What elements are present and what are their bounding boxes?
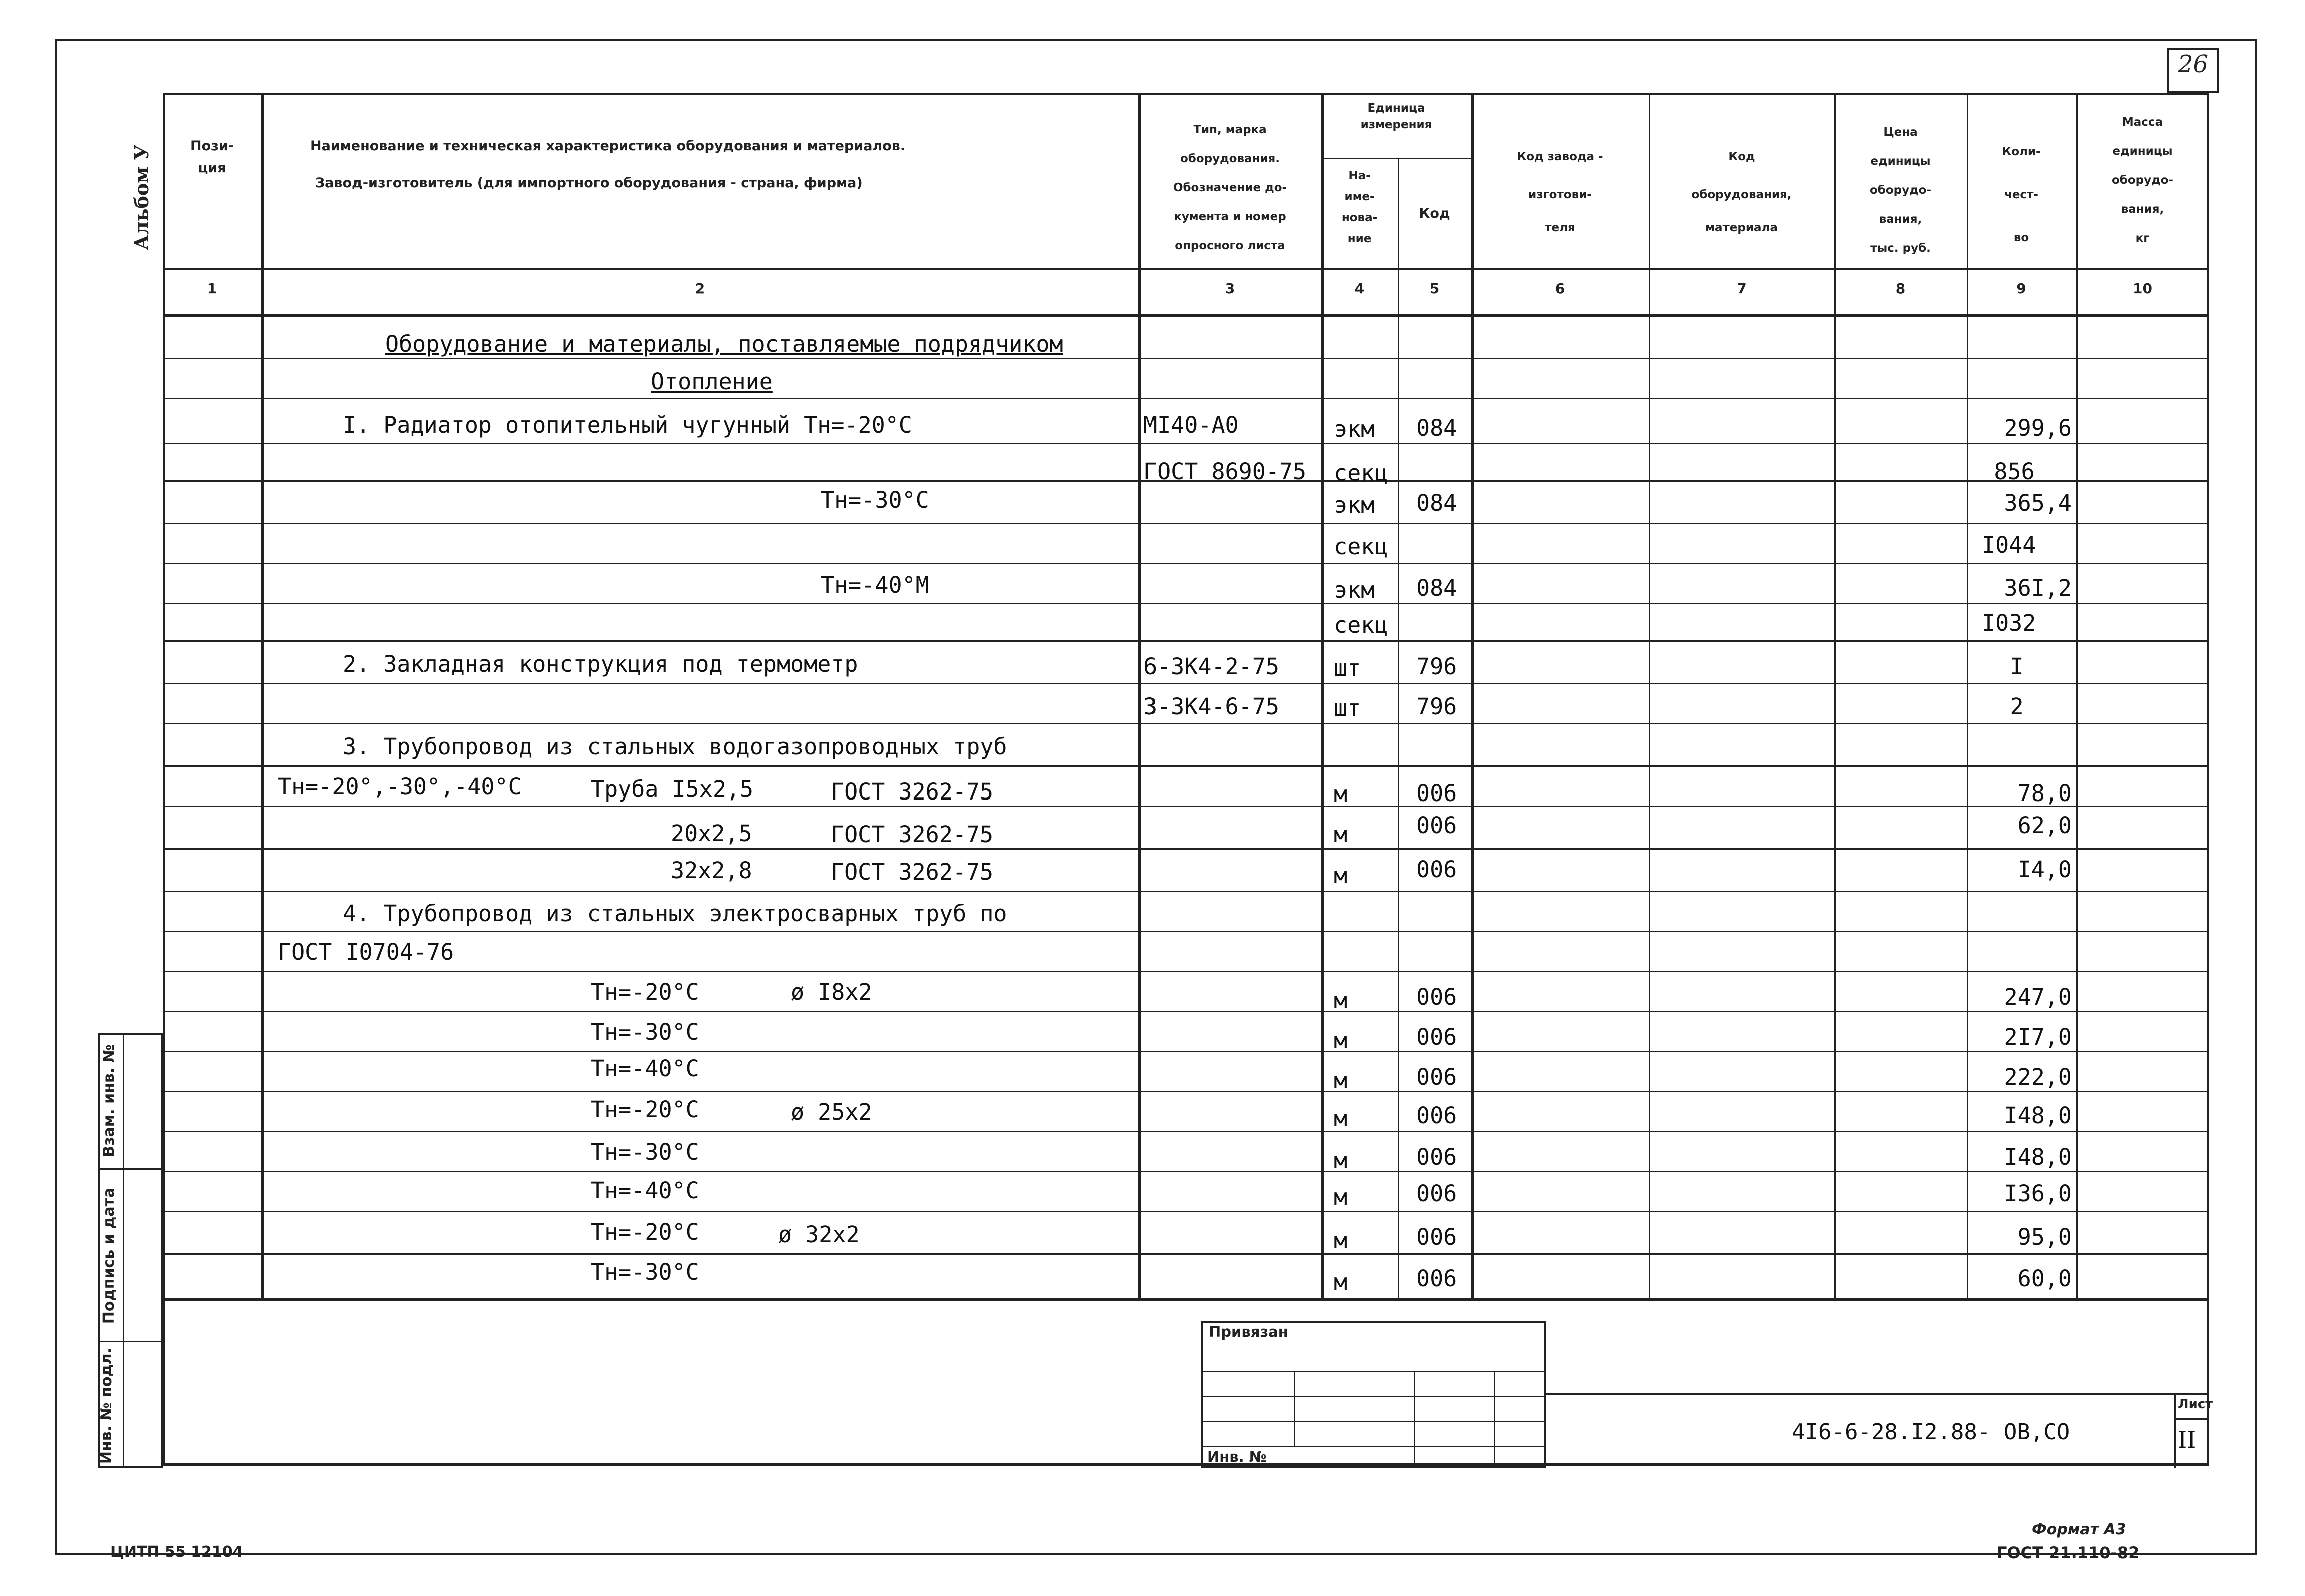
row-line [163,640,2209,642]
row-line [163,443,2209,444]
row-8-unit: шт [1334,655,1361,681]
row-22-qty: 95,0 [2017,1224,2072,1250]
row-11-unit: м [1334,781,1348,808]
row-23-qty: 60,0 [2017,1265,2072,1292]
col-line-1 [261,93,264,1298]
row-line [163,848,2209,850]
row-11-name2: Труба I5x2,5 [591,776,754,803]
row-line [163,683,2209,684]
row-line [163,891,2209,892]
row-21-code: 006 [1416,1180,1457,1207]
col-line-5 [1471,93,1474,1298]
header-col4: На- име- нова- ние [1341,169,1378,245]
col-line-8 [1967,93,1968,1298]
row-line [163,1091,2209,1092]
row-22-name: Тн=-20°С [591,1219,699,1245]
row-20-name: Тн=-30°С [591,1139,699,1165]
header-col5: Код [1419,206,1450,221]
row-16-code: 006 [1416,984,1457,1010]
row-21-unit: м [1334,1184,1348,1210]
colnum-3: 3 [1225,280,1235,297]
row-8-name: 2. Закладная конструкция под термометр [343,651,858,677]
colnum-8: 8 [1895,280,1906,297]
row-18-unit: м [1334,1067,1348,1094]
header-col1: Пози- ция [190,138,234,176]
row-line [163,971,2209,972]
format-label: Формат А3 [2032,1521,2126,1538]
row-13-name3: ГОСТ 3262-75 [831,859,994,885]
unit-header-split [1321,158,1471,159]
row-20-unit: м [1334,1147,1348,1174]
col-line-6 [1649,93,1650,1298]
row-8-code: 796 [1416,653,1457,680]
row-6-unit: экм [1334,577,1375,603]
row-15-name: ГОСТ I0704-76 [278,939,454,965]
row-12-code: 006 [1416,812,1457,839]
stamp-inv-no: Инв. № [1207,1448,1267,1465]
row-13-qty: I4,0 [2017,856,2072,883]
row-12-qty: 62,0 [2017,812,2072,839]
col-line-7 [1834,93,1836,1298]
row-3-qty: 856 [1994,458,2035,485]
row-11-name3: ГОСТ 3262-75 [831,778,994,805]
row-3-unit: секц [1334,460,1388,486]
col-line-9 [2076,93,2078,1298]
col-line-4 [1398,158,1399,1298]
row-7-unit: секц [1334,612,1388,638]
row-9-code: 796 [1416,693,1457,720]
colnum-4: 4 [1354,280,1365,297]
gost-label: ГОСТ 21.110-82 [1997,1543,2140,1562]
col-line-2 [1138,93,1141,1298]
row-11-name: Тн=-20°,-30°,-40°С [278,773,522,800]
row-23-code: 006 [1416,1265,1457,1292]
row-13-unit: м [1334,862,1348,889]
row-16-qty: 247,0 [2004,984,2072,1010]
row-17-unit: м [1334,1027,1348,1054]
row-12-name: 20x2,5 [671,820,752,847]
sidebar-line-1 [98,1168,163,1170]
header-col6: Код завода - изготови- теля [1517,150,1603,234]
row-9-qty: 2 [2010,693,2024,720]
row-14-name: 4. Трубопровод из стальных электросварных труб по [343,900,1007,927]
list-label: Лист [2178,1397,2213,1412]
header-col2: Наименование и техническая характеристика оборудования и материалов. Завод-изготовитель (для импортного оборудования - страна, фирма) [310,138,906,191]
row-line [163,765,2209,767]
header-col8: Цена единицы оборудо- вания, тыс. руб. [1869,126,1932,255]
row-22-code: 006 [1416,1224,1457,1250]
row-23-name: Тн=-30°С [591,1259,699,1285]
header-col3: Тип, марка оборудования. Обозначение до- кумента и номер опросного листа [1173,123,1287,252]
printer-label: ЦИТП 55 12104 [110,1543,243,1561]
colnum-2: 2 [695,280,705,297]
row-11-qty: 78,0 [2017,780,2072,807]
stamp-vline-3 [1494,1371,1495,1468]
header-col7: Код оборудования, материала [1691,150,1792,234]
row-0-name: Оборудование и материалы, поставляемые подрядчиком [385,331,1063,357]
row-6-name: Тн=-40°М [821,572,929,598]
colnum-6: 6 [1555,280,1565,297]
row-23-unit: м [1334,1269,1348,1295]
list-number: II [2178,1426,2196,1453]
sidebar-podpis: Подпись и дата [100,1187,118,1324]
colnum-9: 9 [2016,280,2026,297]
row-8-qty: I [2010,653,2024,680]
stamp-vline-1 [1294,1371,1295,1446]
sidebar-split [123,1033,124,1468]
row-line [163,723,2209,724]
row-line [163,1011,2209,1012]
row-4-qty: 365,4 [2004,490,2072,516]
row-16-unit: м [1334,987,1348,1014]
row-2-name: I. Радиатор отопительный чугунный Тн=-20°С [343,412,912,438]
row-10-name: 3. Трубопровод из стальных водогазопроводных труб [343,733,1007,760]
row-2-qty: 299,6 [2004,415,2072,441]
row-4-name: Тн=-30°С [821,487,929,513]
row-3-type: ГОСТ 8690-75 [1143,458,1307,485]
row-19-code: 006 [1416,1102,1457,1129]
row-line [163,563,2209,564]
row-12-name3: ГОСТ 3262-75 [831,821,994,848]
row-6-code: 084 [1416,575,1457,601]
row-2-unit: экм [1334,416,1375,442]
row-line [163,603,2209,604]
row-19-name: Тн=-20°С [591,1096,699,1123]
row-line [163,523,2209,524]
row-16-name: Тн=-20°С [591,979,699,1005]
row-17-code: 006 [1416,1024,1457,1050]
colnum-5: 5 [1429,280,1440,297]
colnum-7: 7 [1737,280,1747,297]
row-17-qty: 2I7,0 [2004,1024,2072,1050]
row-8-type: 6-ЗК4-2-75 [1143,653,1279,680]
table-rows-bottom [163,1298,2209,1301]
sheet-code: 4I6-6-28.I2.88- ОВ,СО [1792,1419,2070,1445]
row-18-qty: 222,0 [2004,1064,2072,1090]
row-4-unit: экм [1334,492,1375,518]
row-17-name: Тн=-30°С [591,1019,699,1045]
row-19-qty: I48,0 [2004,1102,2072,1129]
row-19-unit: м [1334,1105,1348,1132]
row-line [163,1171,2209,1172]
row-20-code: 006 [1416,1144,1457,1170]
row-21-name: Тн=-40°С [591,1177,699,1204]
row-line [163,931,2209,932]
row-5-unit: секц [1334,533,1388,560]
row-1-name: Отопление [651,368,773,395]
album-label: Альбом У [130,144,153,250]
row-9-type: 3-ЗК4-6-75 [1143,693,1279,720]
row-12-unit: м [1334,821,1348,848]
page-number: 26 [2177,50,2209,78]
row-22-unit: м [1334,1227,1348,1254]
header-col10: Масса единицы оборудо- вания, кг [2111,116,2174,245]
numbers-row-bottom [163,314,2209,317]
row-4-code: 084 [1416,490,1457,516]
row-line [163,1253,2209,1255]
row-2-code: 084 [1416,415,1457,441]
row-2-type: МI40-А0 [1143,412,1239,438]
header-col9: Коли- чест- во [2002,145,2041,244]
row-line [163,1051,2209,1052]
row-line [163,1211,2209,1212]
colnum-1: 1 [207,280,217,297]
list-box-split [2174,1418,2209,1420]
sidebar-inv: Инв. № подл. [98,1347,115,1464]
row-22-name2: ø 32x2 [778,1221,860,1248]
row-line [163,1131,2209,1132]
row-18-code: 006 [1416,1064,1457,1090]
row-13-name: 32x2,8 [671,857,752,884]
row-6-qty: 36I,2 [2004,575,2072,601]
colnum-10: 10 [2133,280,2152,297]
row-19-name2: ø 25x2 [791,1099,872,1125]
row-21-qty: I36,0 [2004,1180,2072,1207]
sidebar-vzam: Взам. инв. № [100,1044,118,1157]
row-line [163,806,2209,807]
row-20-qty: I48,0 [2004,1144,2072,1170]
row-5-qty: I044 [1982,532,2036,558]
row-7-qty: I032 [1982,610,2036,636]
row-13-code: 006 [1416,856,1457,883]
stamp-privyazan: Привязан [1209,1323,1288,1340]
col-line-3 [1321,93,1324,1298]
header-unit: Единица измерения [1360,102,1432,131]
row-11-code: 006 [1416,780,1457,807]
row-18-name: Тн=-40°С [591,1055,699,1082]
header-bottom [163,268,2209,270]
row-16-name2: ø I8x2 [791,979,872,1005]
title-block-line [1546,1393,2209,1395]
row-9-unit: шт [1334,695,1361,721]
row-line [163,398,2209,399]
stamp-vline-2 [1414,1371,1415,1468]
